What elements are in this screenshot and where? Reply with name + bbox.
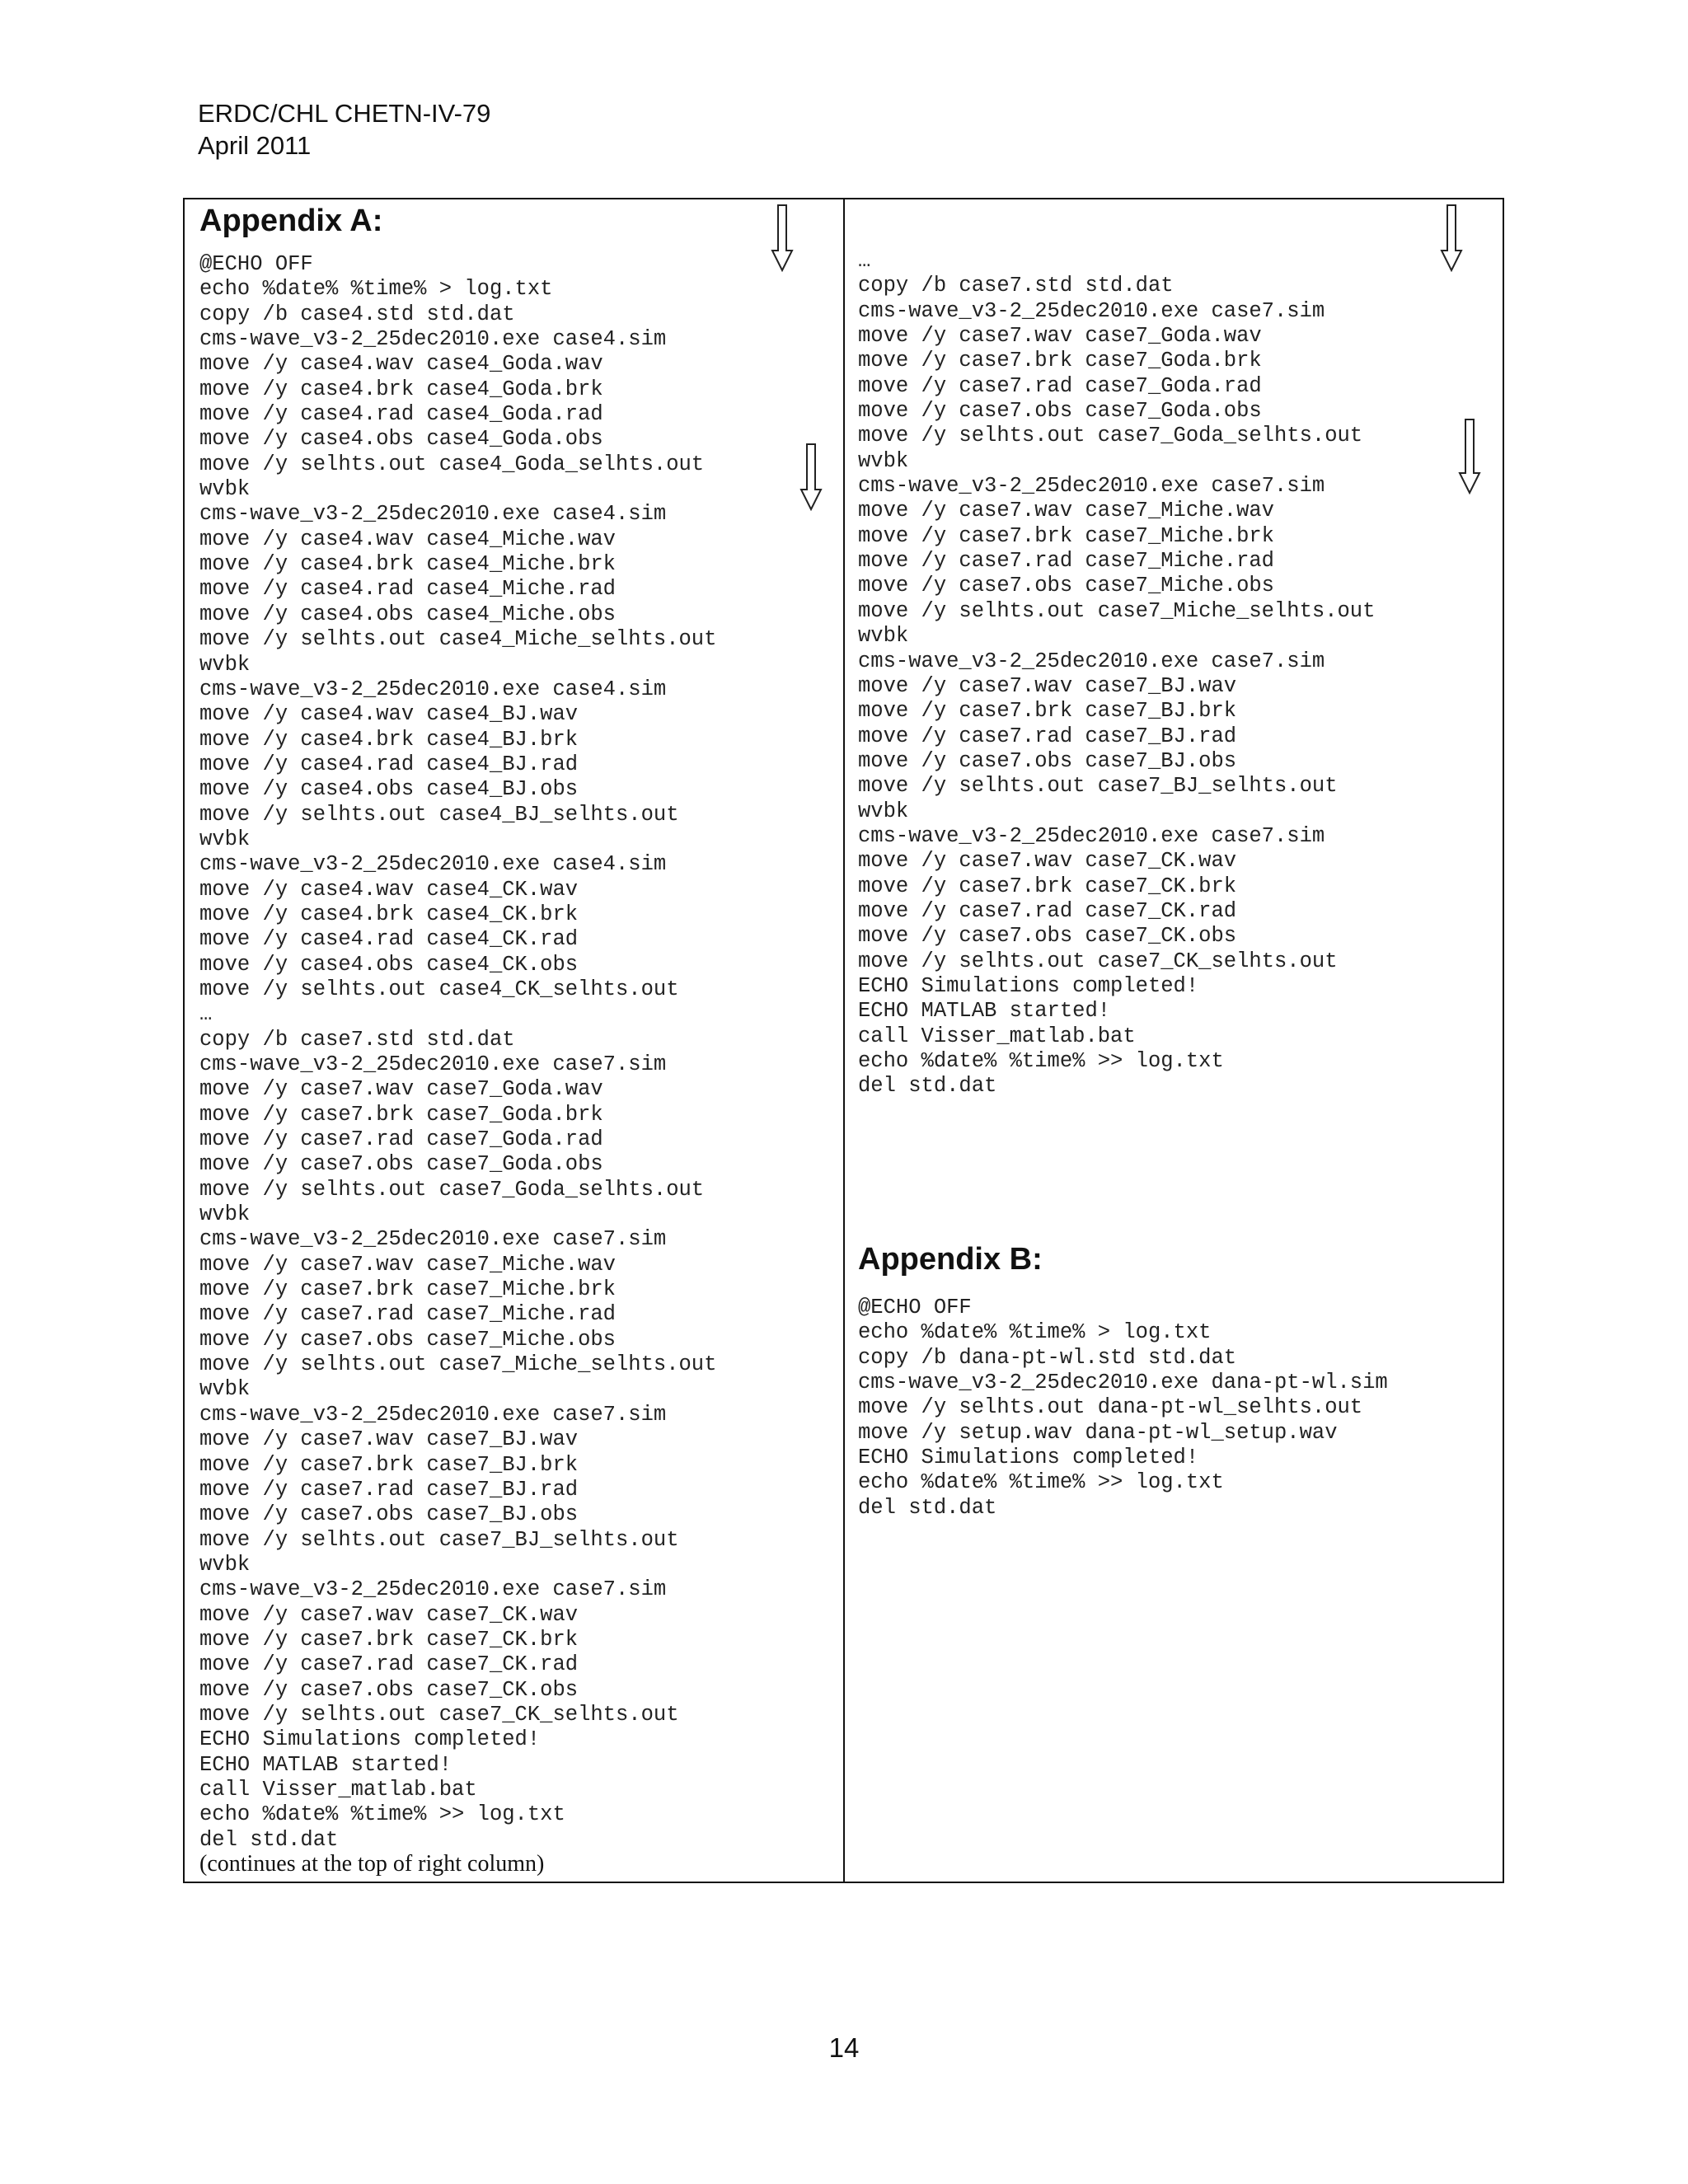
page-header	[198, 97, 490, 162]
appendix-a-right-code	[858, 249, 1375, 1099]
code-line: move /y case4.brk case4_Miche.brk	[199, 552, 616, 577]
code-line: move /y selhts.out case7_Miche_selhts.out	[199, 1352, 717, 1377]
code-line: copy /b dana-pt-wl.std std.dat	[858, 1345, 1237, 1370]
code-line: move /y case7.wav case7_Goda.wav	[858, 324, 1262, 349]
code-line: move /y case7.rad case7_CK.rad	[858, 898, 1237, 923]
code-line: del std.dat	[199, 1827, 339, 1852]
code-line: move /y setup.wav dana-pt-wl_setup.wav	[858, 1420, 1338, 1445]
code-line: cms-wave_v3-2_25dec2010.exe case7.sim	[858, 298, 1325, 323]
appendix-a-left-code	[199, 252, 716, 1853]
appendix-table	[183, 198, 1504, 1883]
code-line: move /y case7.brk case7_BJ.brk	[858, 699, 1237, 724]
code-line: move /y case4.wav case4_CK.wav	[199, 877, 579, 902]
code-line: wvbk	[199, 652, 251, 677]
appendix-b-title: Appendix B:	[858, 1242, 1043, 1277]
code-line: move /y case4.obs case4_Miche.obs	[199, 602, 616, 626]
code-line: cms-wave_v3-2_25dec2010.exe case7.sim	[199, 1227, 667, 1252]
code-line: ECHO MATLAB started!	[199, 1752, 452, 1777]
code-line: del std.dat	[858, 1074, 997, 1099]
continuation-note: (continues at the top of right column)	[199, 1851, 545, 1877]
code-line: move /y case4.wav case4_Goda.wav	[199, 352, 603, 377]
code-line: ECHO Simulations completed!	[858, 1446, 1199, 1470]
code-line: move /y case4.rad case4_CK.rad	[199, 927, 579, 952]
code-line: move /y case7.obs case7_Goda.obs	[858, 399, 1262, 424]
down-arrow-icon	[1458, 419, 1481, 494]
code-line: move /y selhts.out case7_Goda_selhts.out	[199, 1177, 705, 1202]
report-id: ERDC/CHL CHETN-IV-79	[198, 99, 491, 128]
code-line: cms-wave_v3-2_25dec2010.exe case4.sim	[199, 677, 667, 701]
code-line: call Visser_matlab.bat	[199, 1777, 477, 1802]
code-line: move /y case7.rad case7_BJ.rad	[199, 1477, 579, 1502]
code-line: move /y case7.obs case7_BJ.obs	[199, 1502, 579, 1527]
down-arrow-icon	[799, 443, 823, 511]
code-line: move /y selhts.out case7_Goda_selhts.out	[858, 424, 1363, 448]
code-line: move /y case7.obs case7_CK.obs	[858, 924, 1237, 949]
code-line: wvbk	[858, 448, 909, 473]
page-number: 14	[828, 2032, 860, 2063]
code-line: move /y case4.wav case4_BJ.wav	[199, 702, 579, 727]
code-line: move /y case4.brk case4_Goda.brk	[199, 377, 603, 401]
code-line: wvbk	[199, 477, 251, 502]
code-line: move /y case7.brk case7_CK.brk	[199, 1627, 579, 1652]
code-line: move /y case7.rad case7_BJ.rad	[858, 724, 1237, 748]
code-line: cms-wave_v3-2_25dec2010.exe dana-pt-wl.sim	[858, 1371, 1388, 1395]
code-line: cms-wave_v3-2_25dec2010.exe case7.sim	[199, 1577, 667, 1602]
code-line: @ECHO OFF	[858, 1296, 972, 1319]
code-line: move /y case7.wav case7_BJ.wav	[858, 673, 1237, 698]
code-line: move /y case7.rad case7_Goda.rad	[858, 373, 1262, 398]
code-line: move /y case7.rad case7_Miche.rad	[199, 1302, 616, 1327]
code-line: move /y case7.wav case7_BJ.wav	[199, 1427, 579, 1452]
code-line: move /y case4.brk case4_BJ.brk	[199, 727, 579, 752]
code-line: move /y selhts.out case7_Miche_selhts.out	[858, 598, 1376, 623]
code-line: wvbk	[199, 1202, 251, 1227]
code-line: move /y selhts.out dana-pt-wl_selhts.out	[858, 1395, 1363, 1420]
code-line: move /y selhts.out case7_BJ_selhts.out	[858, 774, 1338, 799]
code-line: ECHO MATLAB started!	[858, 999, 1111, 1024]
code-line: @ECHO OFF	[199, 252, 313, 276]
down-arrow-icon	[771, 204, 794, 272]
code-line: move /y case4.rad case4_BJ.rad	[199, 752, 579, 776]
code-line: move /y case7.obs case7_Miche.obs	[199, 1327, 616, 1352]
code-line: move /y case7.brk case7_Miche.brk	[858, 523, 1274, 548]
code-line: move /y case7.brk case7_CK.brk	[858, 874, 1237, 898]
code-line: move /y case7.wav case7_CK.wav	[199, 1602, 579, 1627]
code-line: move /y case7.brk case7_Goda.brk	[199, 1102, 603, 1127]
code-line: move /y selhts.out case4_Miche_selhts.out	[199, 627, 717, 652]
code-line: move /y case7.rad case7_CK.rad	[199, 1652, 579, 1677]
code-line: move /y case4.rad case4_Miche.rad	[199, 577, 616, 602]
code-line: move /y case7.obs case7_CK.obs	[199, 1677, 579, 1702]
code-line: move /y selhts.out case4_Goda_selhts.out	[199, 452, 705, 476]
code-line: move /y case7.wav case7_Goda.wav	[199, 1077, 603, 1102]
code-line: copy /b case4.std std.dat	[199, 302, 515, 326]
code-line: move /y selhts.out case7_CK_selhts.out	[858, 949, 1338, 973]
code-line: move /y selhts.out case7_BJ_selhts.out	[199, 1527, 679, 1552]
code-line: move /y case7.wav case7_Miche.wav	[858, 499, 1274, 523]
code-line: wvbk	[199, 827, 251, 851]
down-arrow-icon	[1440, 204, 1463, 272]
code-line: call Visser_matlab.bat	[858, 1024, 1136, 1048]
code-line: echo %date% %time% >> log.txt	[858, 1049, 1224, 1073]
code-line: move /y case7.obs case7_Miche.obs	[858, 574, 1274, 598]
code-line: move /y case7.obs case7_BJ.obs	[858, 748, 1237, 773]
code-line: echo %date% %time% > log.txt	[199, 277, 553, 302]
code-line: move /y case7.rad case7_Goda.rad	[199, 1127, 603, 1152]
code-line: ECHO Simulations completed!	[199, 1727, 541, 1752]
code-line: move /y case4.obs case4_BJ.obs	[199, 777, 579, 802]
code-line: move /y case7.rad case7_Miche.rad	[858, 549, 1274, 574]
code-line: cms-wave_v3-2_25dec2010.exe case7.sim	[858, 649, 1325, 673]
code-line: move /y case4.obs case4_CK.obs	[199, 952, 579, 977]
code-line: move /y case7.brk case7_Miche.brk	[199, 1277, 616, 1302]
code-line: wvbk	[199, 1552, 251, 1577]
code-line: cms-wave_v3-2_25dec2010.exe case4.sim	[199, 502, 667, 527]
code-line: cms-wave_v3-2_25dec2010.exe case7.sim	[199, 1402, 667, 1427]
code-line: ECHO Simulations completed!	[858, 973, 1199, 998]
code-line: echo %date% %time% >> log.txt	[199, 1802, 565, 1827]
code-line: move /y selhts.out case7_CK_selhts.out	[199, 1702, 679, 1727]
code-line: cms-wave_v3-2_25dec2010.exe case4.sim	[199, 852, 667, 877]
code-line: cms-wave_v3-2_25dec2010.exe case4.sim	[199, 327, 667, 352]
column-divider	[843, 199, 845, 1882]
report-date: April 2011	[198, 131, 312, 160]
code-line: move /y case4.wav case4_Miche.wav	[199, 527, 616, 551]
code-line: move /y case4.obs case4_Goda.obs	[199, 427, 603, 452]
code-line: copy /b case7.std std.dat	[199, 1027, 515, 1052]
code-line: wvbk	[858, 799, 909, 823]
code-line: move /y case7.brk case7_Goda.brk	[858, 349, 1262, 373]
code-line: move /y case4.rad case4_Goda.rad	[199, 402, 603, 427]
code-line: del std.dat	[858, 1495, 997, 1520]
code-line: cms-wave_v3-2_25dec2010.exe case7.sim	[858, 823, 1325, 848]
code-line: echo %date% %time% > log.txt	[858, 1320, 1212, 1345]
code-line: move /y case4.brk case4_CK.brk	[199, 902, 579, 926]
code-line: move /y selhts.out case4_CK_selhts.out	[199, 977, 679, 1001]
code-line: move /y case7.wav case7_Miche.wav	[199, 1252, 616, 1277]
code-line: cms-wave_v3-2_25dec2010.exe case7.sim	[199, 1052, 667, 1076]
code-line: move /y case7.obs case7_Goda.obs	[199, 1152, 603, 1177]
code-line: cms-wave_v3-2_25dec2010.exe case7.sim	[858, 474, 1325, 499]
code-line: copy /b case7.std std.dat	[858, 274, 1174, 298]
code-line: wvbk	[858, 624, 909, 649]
code-line: …	[199, 1002, 213, 1027]
code-line: echo %date% %time% >> log.txt	[858, 1470, 1224, 1495]
code-line: wvbk	[199, 1377, 251, 1402]
code-line: move /y case7.brk case7_BJ.brk	[199, 1452, 579, 1477]
appendix-a-title: Appendix A:	[199, 204, 383, 238]
appendix-b-code	[858, 1296, 1388, 1521]
code-line: move /y selhts.out case4_BJ_selhts.out	[199, 802, 679, 827]
code-line: move /y case7.wav case7_CK.wav	[858, 849, 1237, 874]
code-line: …	[858, 249, 871, 273]
